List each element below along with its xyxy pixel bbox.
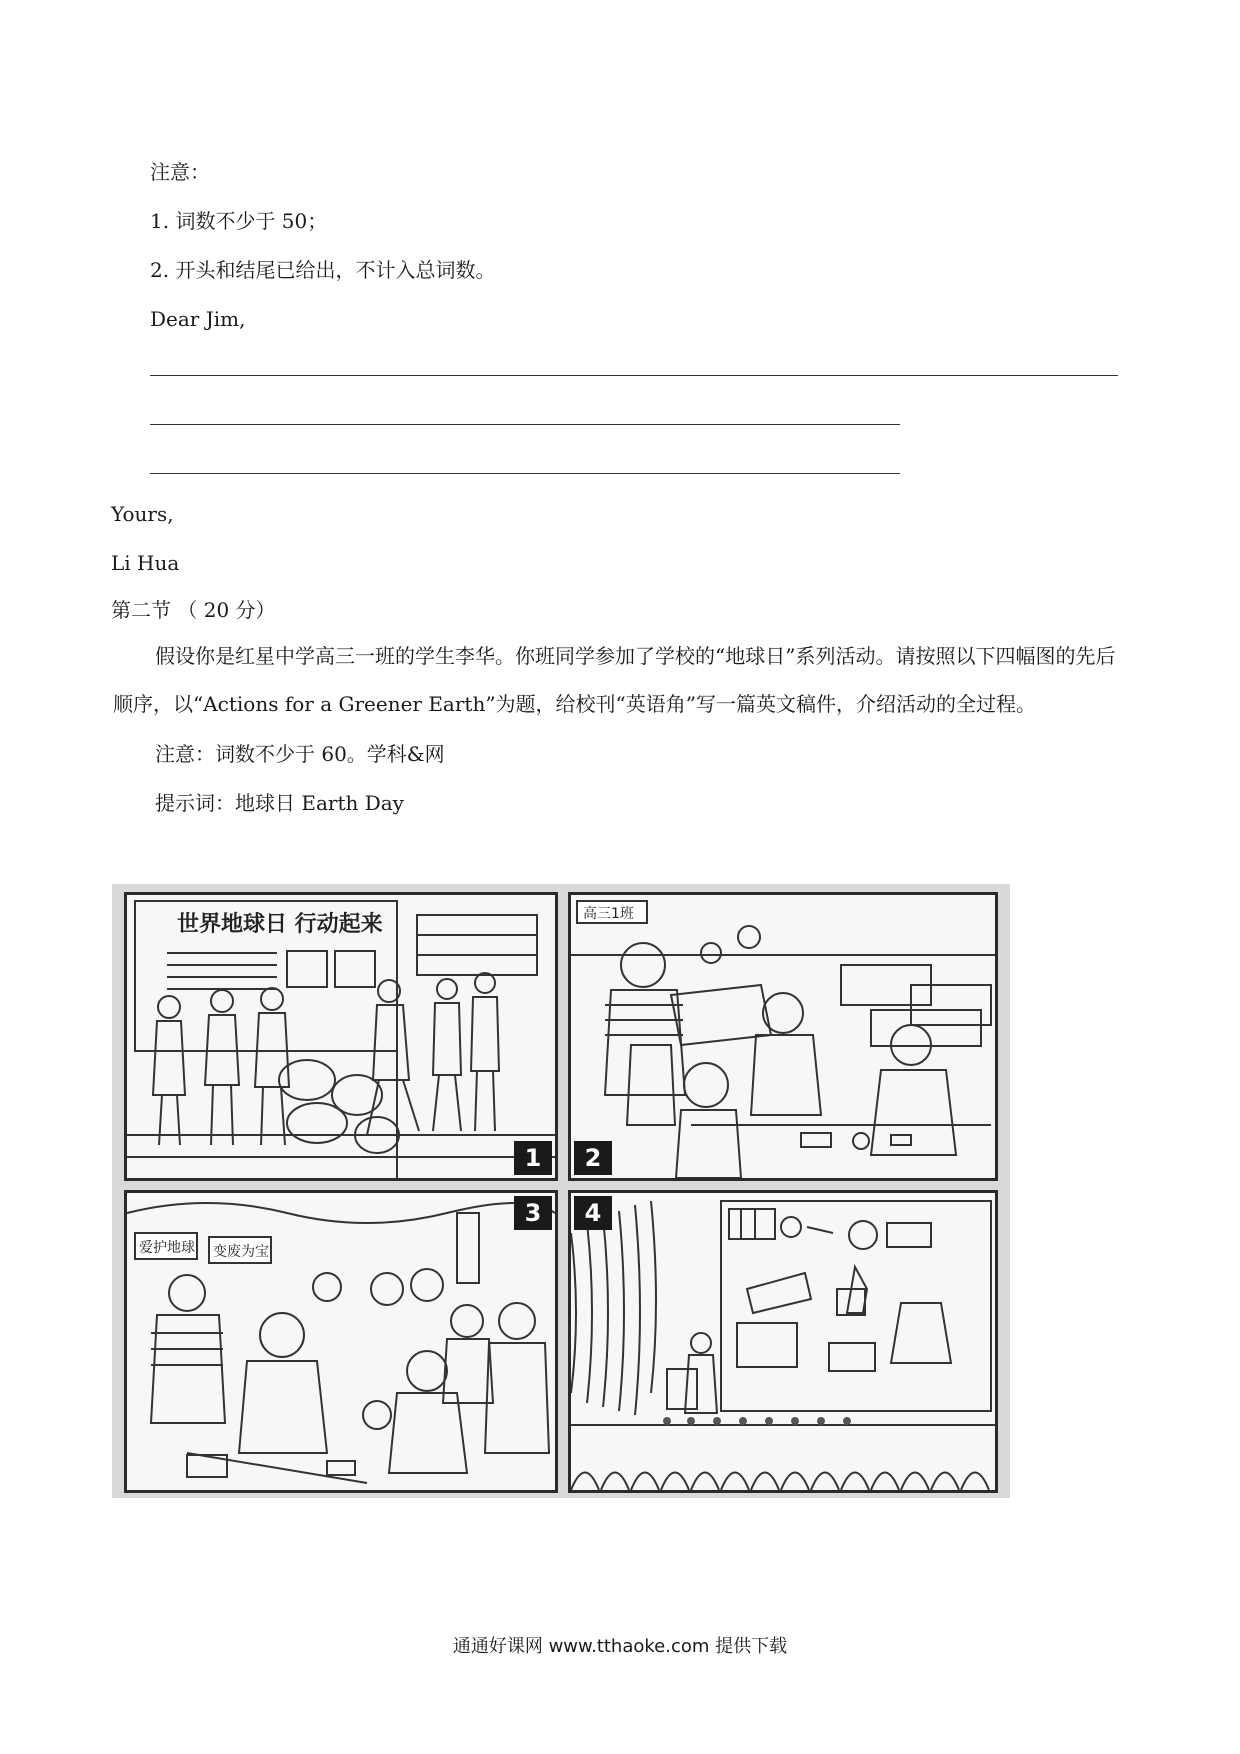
panel-4-drawing	[571, 1193, 995, 1490]
comic-panel-3	[124, 1190, 558, 1493]
comic-illustration	[112, 884, 1010, 1498]
section-title: 第二节 （ 20 分）	[111, 598, 276, 622]
letter-signature: Li Hua	[111, 551, 180, 575]
comic-panel-1	[124, 892, 558, 1181]
panel-1-drawing	[127, 895, 555, 1178]
panel-number-2: 2	[574, 1141, 612, 1175]
page-footer: 通通好课网 www.tthaoke.com 提供下载	[452, 1636, 788, 1657]
panel-1-banner-text: 世界地球日 行动起来	[177, 912, 383, 937]
comic-panel-2	[568, 892, 998, 1181]
letter-greeting: Dear Jim,	[150, 307, 246, 331]
panel-number-4: 4	[574, 1196, 612, 1230]
comic-panel-4	[568, 1190, 998, 1493]
section-hint: 提示词：地球日 Earth Day	[155, 791, 404, 815]
writing-line-2[interactable]	[150, 424, 900, 425]
writing-line-1[interactable]	[150, 375, 1118, 376]
panel-number-1: 1	[514, 1141, 552, 1175]
writing-line-3[interactable]	[150, 473, 900, 474]
panel-2-class-sign: 高三1班	[583, 906, 634, 922]
panel-number-3: 3	[514, 1196, 552, 1230]
panel-3-sign-love-earth: 爱护地球	[139, 1240, 195, 1256]
note-item-1: 1. 词数不少于 50；	[150, 209, 328, 233]
panel-2-drawing	[571, 895, 995, 1178]
note-item-2: 2. 开头和结尾已给出，不计入总词数。	[150, 258, 496, 282]
section-note: 注意：词数不少于 60。学科&网	[155, 742, 445, 766]
notes-heading: 注意：	[150, 160, 210, 184]
panel-3-sign-treasure: 变废为宝	[213, 1244, 269, 1260]
panel-3-drawing	[127, 1193, 555, 1490]
letter-closing: Yours,	[111, 502, 174, 526]
section-prompt: 假设你是红星中学高三一班的学生李华。你班同学参加了学校的“地球日”系列活动。请按照以下四幅图的先后顺序，以“Actions for a Greener Earth”为题，给校刊“英语角”写一篇英文稿件，介绍活动的全过程。	[113, 644, 1116, 716]
